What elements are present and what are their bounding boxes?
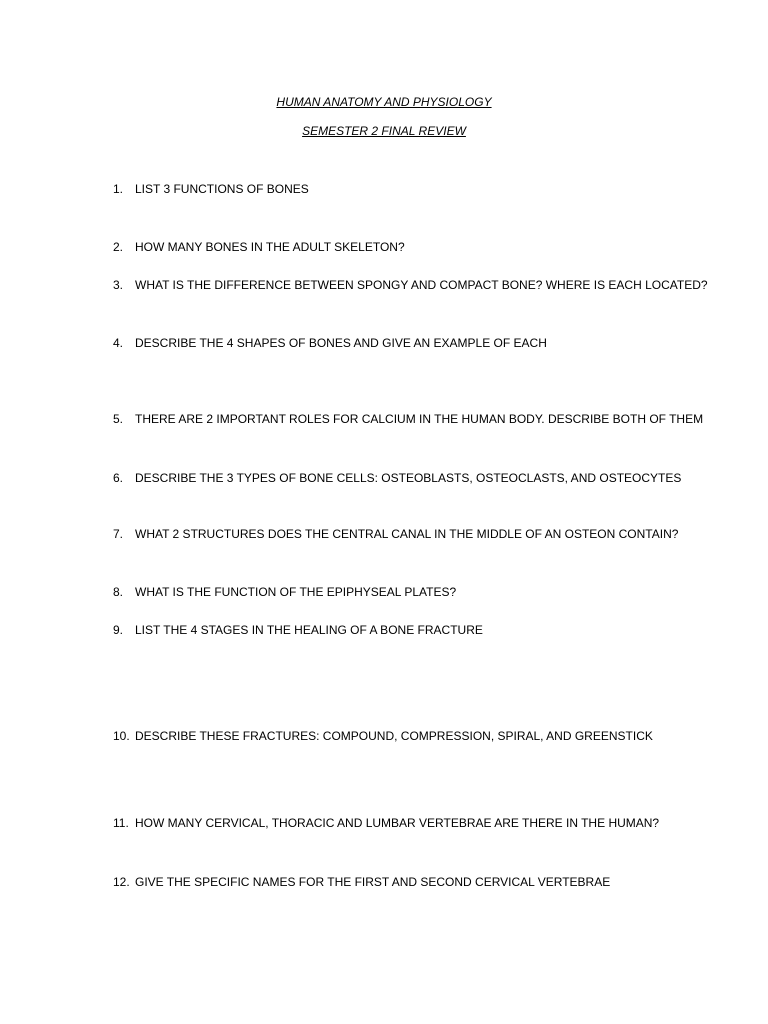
question-4 bbox=[113, 336, 547, 350]
question-text: THERE ARE 2 IMPORTANT ROLES FOR CALCIUM IN THE HUMAN BODY. DESCRIBE BOTH OF THEM bbox=[135, 412, 704, 426]
question-number: 6. bbox=[113, 471, 124, 485]
question-text: GIVE THE SPECIFIC NAMES FOR THE FIRST AND SECOND CERVICAL VERTEBRAE bbox=[135, 875, 611, 889]
question-text: WHAT IS THE DIFFERENCE BETWEEN SPONGY AND COMPACT BONE? WHERE IS EACH LOCATED? bbox=[135, 278, 708, 292]
question-number: 5. bbox=[113, 412, 124, 426]
question-5 bbox=[113, 412, 703, 426]
question-number: 11. bbox=[113, 816, 129, 830]
question-text: LIST THE 4 STAGES IN THE HEALING OF A BONE FRACTURE bbox=[135, 623, 483, 637]
question-number: 8. bbox=[113, 585, 124, 599]
question-text: DESCRIBE THE 4 SHAPES OF BONES AND GIVE AN EXAMPLE OF EACH bbox=[135, 336, 547, 350]
question-number: 12. bbox=[113, 875, 130, 889]
question-number: 2. bbox=[113, 240, 124, 254]
question-number: 1. bbox=[113, 182, 124, 196]
question-2 bbox=[113, 240, 405, 254]
question-8 bbox=[113, 585, 456, 599]
question-text: HOW MANY BONES IN THE ADULT SKELETON? bbox=[135, 240, 405, 254]
question-text: WHAT 2 STRUCTURES DOES THE CENTRAL CANAL IN THE MIDDLE OF AN OSTEON CONTAIN? bbox=[135, 527, 679, 541]
question-number: 4. bbox=[113, 336, 124, 350]
document-title: HUMAN ANATOMY AND PHYSIOLOGY bbox=[276, 95, 492, 109]
question-7 bbox=[113, 527, 678, 541]
question-11 bbox=[113, 816, 659, 830]
question-12 bbox=[113, 875, 610, 889]
question-number: 10. bbox=[113, 729, 130, 743]
question-10 bbox=[113, 729, 653, 743]
question-text: DESCRIBE THESE FRACTURES: COMPOUND, COMPRESSION, SPIRAL, AND GREENSTICK bbox=[135, 729, 653, 743]
question-text: WHAT IS THE FUNCTION OF THE EPIPHYSEAL PLATES? bbox=[135, 585, 457, 599]
question-3 bbox=[113, 278, 708, 292]
question-text: DESCRIBE THE 3 TYPES OF BONE CELLS: OSTEOBLASTS, OSTEOCLASTS, AND OSTEOCYTES bbox=[135, 471, 682, 485]
question-6 bbox=[113, 471, 681, 485]
question-text: HOW MANY CERVICAL, THORACIC AND LUMBAR VERTEBRAE ARE THERE IN THE HUMAN? bbox=[135, 816, 660, 830]
question-number: 7. bbox=[113, 527, 124, 541]
question-number: 9. bbox=[113, 623, 124, 637]
question-1 bbox=[113, 182, 309, 196]
document-subtitle: SEMESTER 2 FINAL REVIEW bbox=[302, 124, 466, 138]
question-9 bbox=[113, 623, 483, 637]
question-text: LIST 3 FUNCTIONS OF BONES bbox=[135, 182, 309, 196]
question-number: 3. bbox=[113, 278, 124, 292]
